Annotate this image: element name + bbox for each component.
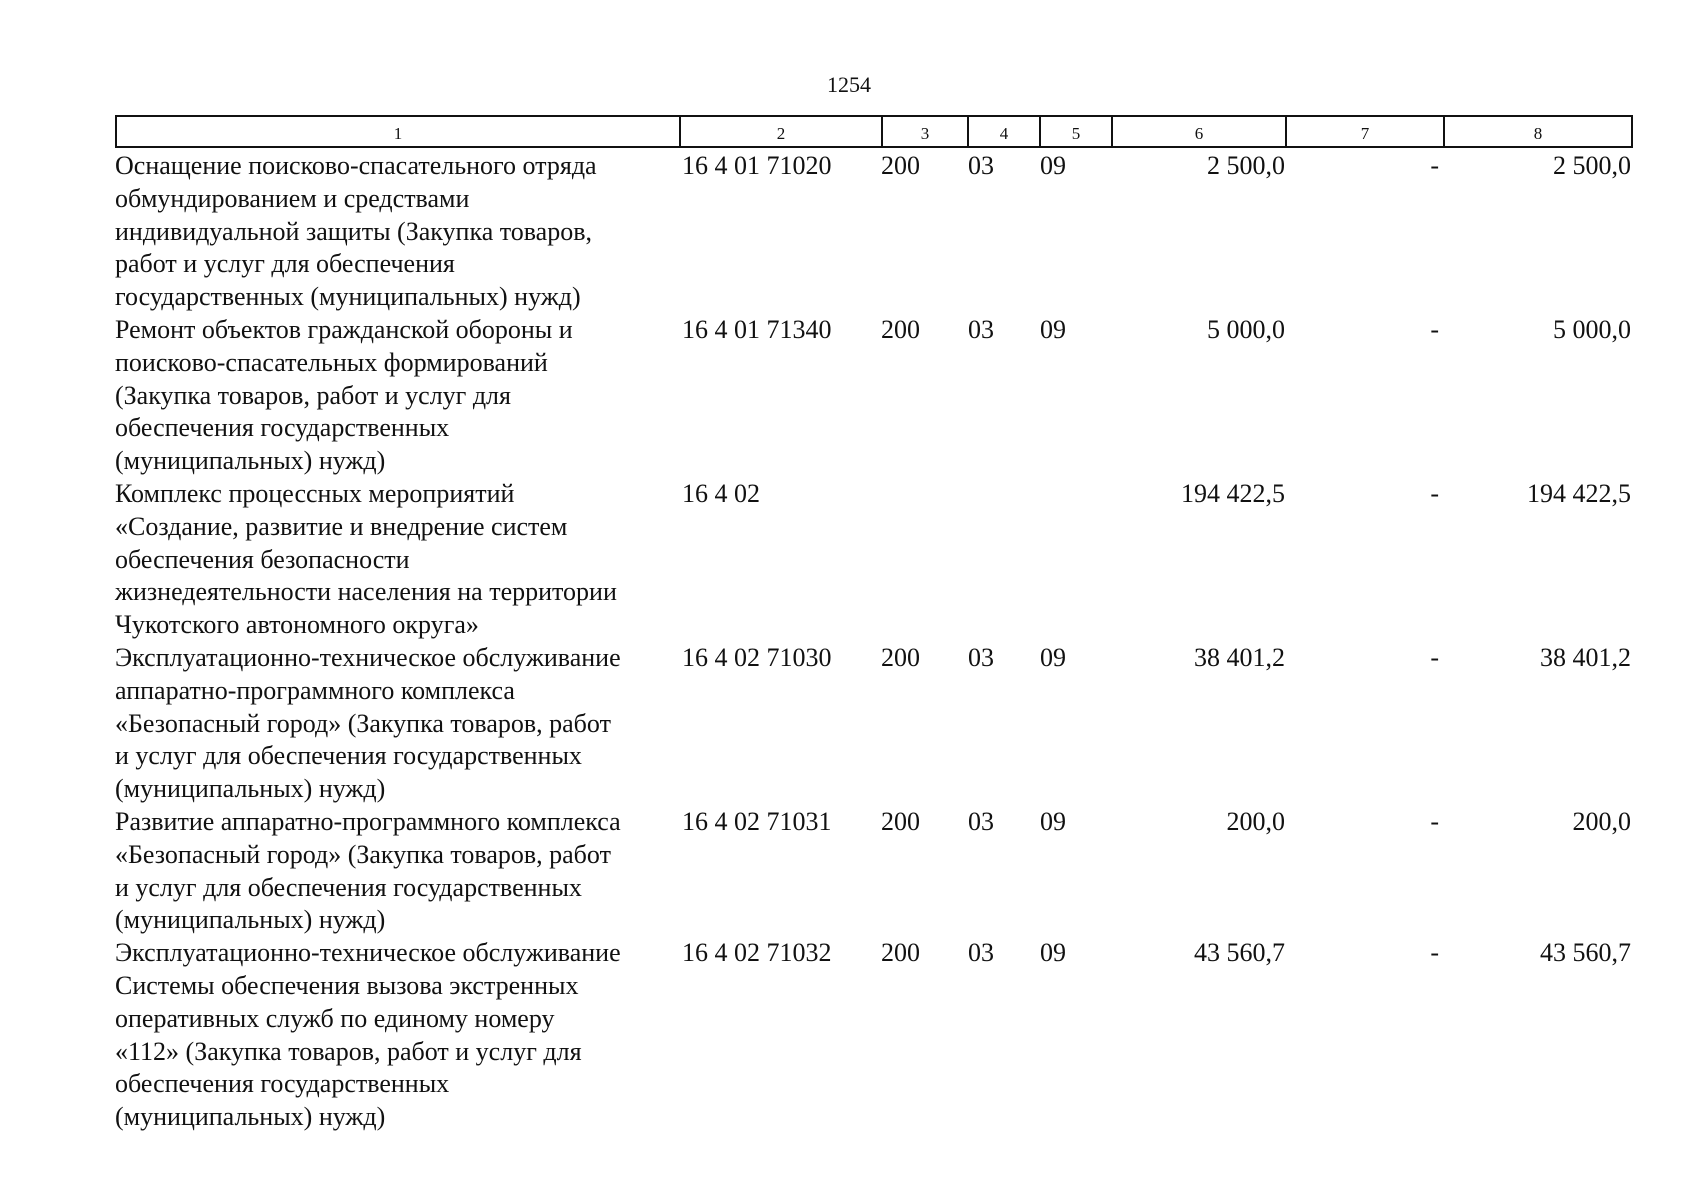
header-cell-7: 7: [1286, 116, 1444, 147]
row-name-line: работ и услуг для обеспечения: [115, 249, 455, 279]
row-name-line: поисково-спасательных формирований: [115, 347, 548, 377]
header-cell-3: 3: [882, 116, 968, 147]
row-amount: 38 401,2: [1194, 642, 1285, 672]
table-row: [115, 314, 1631, 478]
row-name-line: (муниципальных) нужд): [115, 446, 386, 476]
row-expense-type: 200: [881, 642, 920, 672]
row-name-line: индивидуальной защиты (Закупка товаров,: [115, 216, 593, 246]
row-code: 16 4 02 71031: [682, 806, 832, 836]
budget-table-body: [115, 150, 1631, 1134]
row-subsection: 09: [1040, 642, 1066, 672]
row-total: 43 560,7: [1540, 938, 1631, 968]
row-expense-type: 200: [881, 314, 920, 344]
row-name-line: (муниципальных) нужд): [115, 905, 386, 935]
row-name: [115, 150, 679, 314]
row-code: 16 4 02 71030: [682, 642, 832, 672]
row-name-line: (муниципальных) нужд): [115, 774, 386, 804]
row-name-line: Чукотского автономного округа»: [115, 610, 479, 640]
row-change: -: [1430, 314, 1439, 344]
row-name-line: аппаратно-программного комплекса: [115, 675, 515, 705]
row-subsection: 09: [1040, 806, 1066, 836]
table-row: [115, 642, 1631, 806]
row-expense-type: 200: [881, 938, 920, 968]
row-expense-type: [881, 478, 967, 642]
row-name-line: «112» (Закупка товаров, работ и услуг для: [115, 1036, 582, 1066]
row-code: 16 4 01 71340: [682, 314, 832, 344]
row-name-line: обеспечения государственных: [115, 1069, 450, 1099]
row-name-line: обеспечения безопасности: [115, 544, 410, 574]
header-cell-4: 4: [968, 116, 1040, 147]
row-name-line: Ремонт объектов гражданской обороны и: [115, 314, 573, 344]
row-subsection: 09: [1040, 938, 1066, 968]
row-name-line: (Закупка товаров, работ и услуг для: [115, 380, 511, 410]
row-name-line: и услуг для обеспечения государственных: [115, 872, 582, 902]
header-cell-2: 2: [680, 116, 882, 147]
row-name: [115, 642, 679, 806]
row-name-line: Эксплуатационно-техническое обслуживание: [115, 938, 621, 968]
row-change: -: [1430, 151, 1439, 180]
row-name-line: (муниципальных) нужд): [115, 1102, 386, 1132]
row-amount: 194 422,5: [1181, 478, 1285, 508]
row-total: 194 422,5: [1527, 478, 1631, 508]
header-cell-6: 6: [1112, 116, 1286, 147]
row-name-line: «Создание, развитие и внедрение систем: [115, 511, 568, 541]
row-name-line: обеспечения государственных: [115, 413, 450, 443]
table-row: [115, 937, 1631, 1134]
row-name: [115, 937, 679, 1134]
row-code: 16 4 01 71020: [682, 151, 832, 180]
row-name-line: Эксплуатационно-техническое обслуживание: [115, 642, 621, 672]
row-name-line: Системы обеспечения вызова экстренных: [115, 970, 579, 1000]
row-name-line: «Безопасный город» (Закупка товаров, работ: [115, 839, 611, 869]
row-amount: 43 560,7: [1194, 938, 1285, 968]
row-amount: 200,0: [1226, 806, 1285, 836]
row-total: 38 401,2: [1540, 642, 1631, 672]
row-name-line: «Безопасный город» (Закупка товаров, работ: [115, 708, 611, 738]
row-name-line: Развитие аппаратно-программного комплекса: [115, 806, 621, 836]
row-section: 03: [968, 806, 994, 836]
row-change: -: [1430, 938, 1439, 968]
row-change: -: [1430, 642, 1439, 672]
row-name-line: Оснащение поисково-спасательного отряда: [115, 151, 597, 180]
row-section: 03: [968, 314, 994, 344]
row-name: [115, 478, 679, 642]
row-total: 200,0: [1572, 806, 1631, 836]
row-expense-type: 200: [881, 806, 920, 836]
row-section: 03: [968, 642, 994, 672]
row-name: [115, 314, 679, 478]
row-code: 16 4 02 71032: [682, 938, 832, 968]
row-name-line: государственных (муниципальных) нужд): [115, 282, 581, 312]
row-name-line: жизнедеятельности населения на территории: [115, 577, 617, 607]
row-subsection: 09: [1040, 314, 1066, 344]
header-cell-5: 5: [1040, 116, 1112, 147]
row-change: -: [1430, 478, 1439, 508]
page-number: 1254: [827, 72, 871, 97]
row-section: 03: [968, 151, 994, 180]
row-change: -: [1430, 806, 1439, 836]
row-section: 03: [968, 938, 994, 968]
row-name-line: оперативных служб по единому номеру: [115, 1003, 555, 1033]
row-name: [115, 806, 679, 937]
row-total: 5 000,0: [1553, 314, 1631, 344]
header-cell-1: 1: [116, 116, 680, 147]
row-amount: 5 000,0: [1207, 314, 1285, 344]
row-name-line: обмундированием и средствами: [115, 183, 470, 213]
row-amount: 2 500,0: [1207, 151, 1285, 180]
header-cell-8: 8: [1444, 116, 1632, 147]
row-name-line: и услуг для обеспечения государственных: [115, 741, 582, 771]
table-row: [115, 478, 1631, 642]
row-expense-type: 200: [881, 151, 920, 180]
row-code: 16 4 02: [682, 478, 760, 508]
row-subsection: [1039, 478, 1111, 642]
table-row: [115, 806, 1631, 937]
row-name-line: Комплекс процессных мероприятий: [115, 478, 515, 508]
row-total: 2 500,0: [1553, 151, 1631, 180]
column-number-header: [115, 115, 1633, 148]
table-row: [115, 150, 1631, 314]
row-subsection: 09: [1040, 151, 1066, 180]
row-section: [967, 478, 1039, 642]
